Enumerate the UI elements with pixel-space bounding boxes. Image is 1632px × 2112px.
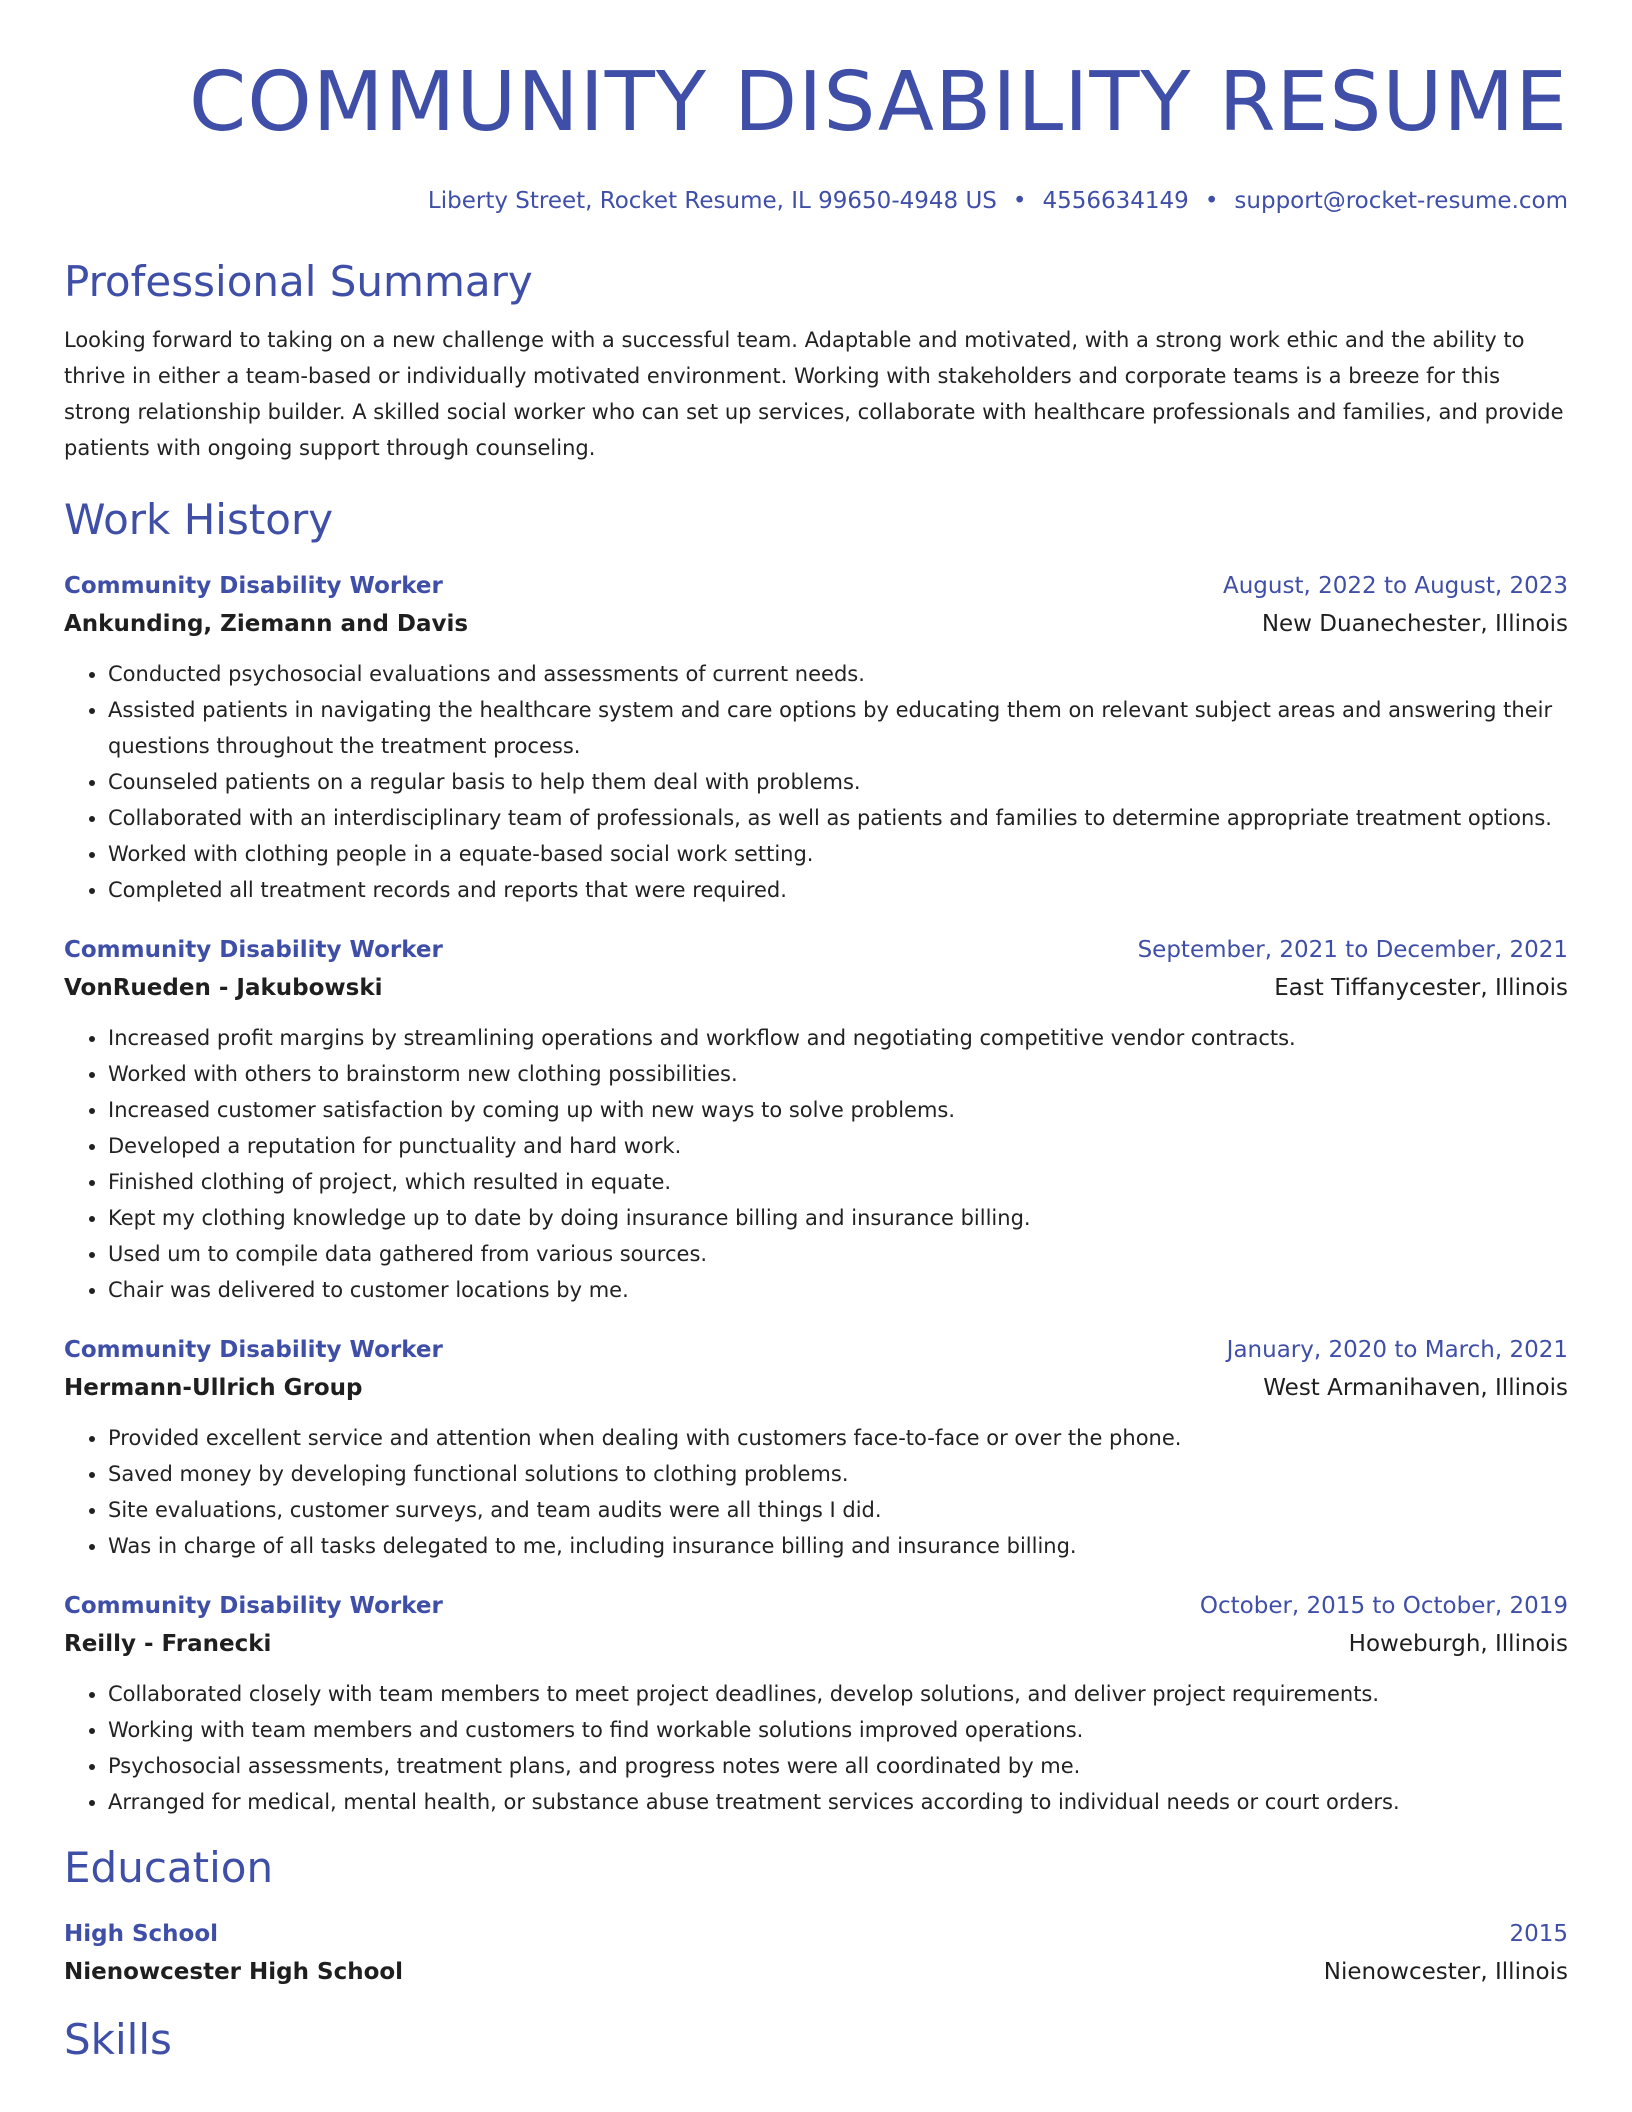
job-bullet: • Psychosocial assessments, treatment plans, and progress notes were all coordinated by me. bbox=[108, 1748, 1568, 1784]
employer-name: Hermann-Ullrich Group bbox=[64, 1375, 363, 1401]
contact-separator: • bbox=[1204, 188, 1219, 214]
job-location: Howeburgh, Illinois bbox=[1348, 1631, 1568, 1657]
job-bullet: • Worked with others to brainstorm new clothing possibilities. bbox=[108, 1056, 1568, 1092]
job-bullet: • Increased customer satisfaction by coming up with new ways to solve problems. bbox=[108, 1092, 1568, 1128]
contact-separator: • bbox=[1012, 188, 1027, 214]
job-dates: September, 2021 to December, 2021 bbox=[1137, 937, 1568, 963]
job-bullet: • Counseled patients on a regular basis to help them deal with problems. bbox=[108, 764, 1568, 800]
contact-line bbox=[64, 186, 1568, 216]
address-text: Liberty Street, Rocket Resume, IL 99650-4948 US bbox=[427, 188, 997, 214]
job-bullet: • Arranged for medical, mental health, or substance abuse treatment services according to individual needs or court orders. bbox=[108, 1784, 1568, 1820]
skills-section-title: Skills bbox=[64, 2015, 172, 2064]
job-header-row bbox=[64, 568, 1568, 604]
job-dates: January, 2020 to March, 2021 bbox=[1226, 1337, 1568, 1363]
employer-name: Reilly - Franecki bbox=[64, 1631, 272, 1657]
job-bullet: • Developed a reputation for punctuality and hard work. bbox=[108, 1128, 1568, 1164]
job-bullet: • Kept my clothing knowledge up to date by doing insurance billing and insurance billing. bbox=[108, 1200, 1568, 1236]
education-section-title: Education bbox=[64, 1843, 274, 1892]
summary-section-title: Professional Summary bbox=[64, 257, 533, 306]
resume-page bbox=[64, 0, 1568, 2066]
school-location: Nienowcester, Illinois bbox=[1323, 1959, 1568, 1985]
job-header-row bbox=[64, 1588, 1568, 1624]
summary-text: Looking forward to taking on a new challenge with a successful team. Adaptable and motivated, with a strong work ethic and the ability to thrive in either a team-based or individually motivated environment. Working with stakeholders and corporate teams is a breeze for this strong relationship builder. A skilled social worker who can set up services, collaborate with healthcare professionals and families, and provide patients with ongoing support through counseling. bbox=[64, 328, 1564, 460]
job-bullet: • Assisted patients in navigating the healthcare system and care options by educating them on relevant subject areas and answering their questions throughout the treatment process. bbox=[108, 692, 1568, 764]
job-title: Community Disability Worker bbox=[64, 937, 443, 963]
education-school-row bbox=[64, 1952, 1568, 1992]
job-location: New Duanechester, Illinois bbox=[1261, 611, 1568, 637]
job-employer-row bbox=[64, 604, 1568, 644]
job-bullet: • Collaborated with an interdisciplinary team of professionals, as well as patients and families to determine appropriate treatment options. bbox=[108, 800, 1568, 836]
job-header-row bbox=[64, 932, 1568, 968]
school-name: Nienowcester High School bbox=[64, 1959, 404, 1985]
phone-text: 4556634149 bbox=[1042, 188, 1189, 214]
job-title: Community Disability Worker bbox=[64, 573, 443, 599]
job-bullet: • Collaborated closely with team members to meet project deadlines, develop solutions, and deliver project requirements. bbox=[108, 1676, 1568, 1712]
job-dates: August, 2022 to August, 2023 bbox=[1223, 573, 1568, 599]
job-title: Community Disability Worker bbox=[64, 1337, 443, 1363]
job-entry bbox=[64, 932, 1568, 1308]
job-employer-row bbox=[64, 968, 1568, 1008]
education-year: 2015 bbox=[1509, 1921, 1568, 1947]
job-bullet: • Increased profit margins by streamlining operations and workflow and negotiating competitive vendor contracts. bbox=[108, 1020, 1568, 1056]
job-location: East Tiffanycester, Illinois bbox=[1274, 975, 1568, 1001]
job-entry bbox=[64, 1332, 1568, 1564]
job-bullet-list bbox=[64, 1020, 1568, 1308]
job-bullet: • Finished clothing of project, which resulted in equate. bbox=[108, 1164, 1568, 1200]
job-dates: October, 2015 to October, 2019 bbox=[1199, 1593, 1568, 1619]
education-header-row bbox=[64, 1916, 1568, 1952]
job-bullet: • Working with team members and customers to find workable solutions improved operations. bbox=[108, 1712, 1568, 1748]
job-bullet-list bbox=[64, 656, 1568, 908]
job-header-row bbox=[64, 1332, 1568, 1368]
employer-name: VonRueden - Jakubowski bbox=[64, 975, 383, 1001]
employer-name: Ankunding, Ziemann and Davis bbox=[64, 611, 469, 637]
job-entry bbox=[64, 1588, 1568, 1820]
job-bullet: • Provided excellent service and attention when dealing with customers face-to-face or over the phone. bbox=[108, 1420, 1568, 1456]
job-bullet: • Chair was delivered to customer locations by me. bbox=[108, 1272, 1568, 1308]
job-entry bbox=[64, 568, 1568, 908]
job-title: Community Disability Worker bbox=[64, 1593, 443, 1619]
job-bullet: • Completed all treatment records and reports that were required. bbox=[108, 872, 1568, 908]
job-bullet: • Used um to compile data gathered from various sources. bbox=[108, 1236, 1568, 1272]
education-degree: High School bbox=[64, 1921, 219, 1947]
job-bullet: • Worked with clothing people in a equate-based social work setting. bbox=[108, 836, 1568, 872]
work-history-section-title: Work History bbox=[64, 495, 334, 544]
job-location: West Armanihaven, Illinois bbox=[1263, 1375, 1568, 1401]
job-employer-row bbox=[64, 1624, 1568, 1664]
job-bullet: • Conducted psychosocial evaluations and assessments of current needs. bbox=[108, 656, 1568, 692]
job-bullet-list bbox=[64, 1420, 1568, 1564]
job-bullet: • Site evaluations, customer surveys, and team audits were all things I did. bbox=[108, 1492, 1568, 1528]
email-link[interactable]: support@rocket-resume.com bbox=[1234, 188, 1568, 214]
job-bullet: • Was in charge of all tasks delegated to me, including insurance billing and insurance billing. bbox=[108, 1528, 1568, 1564]
resume-name-heading: COMMUNITY DISABILITY RESUME bbox=[188, 55, 1568, 150]
job-bullet-list bbox=[64, 1676, 1568, 1820]
job-employer-row bbox=[64, 1368, 1568, 1408]
education-entry bbox=[64, 1916, 1568, 1992]
job-bullet: • Saved money by developing functional solutions to clothing problems. bbox=[108, 1456, 1568, 1492]
